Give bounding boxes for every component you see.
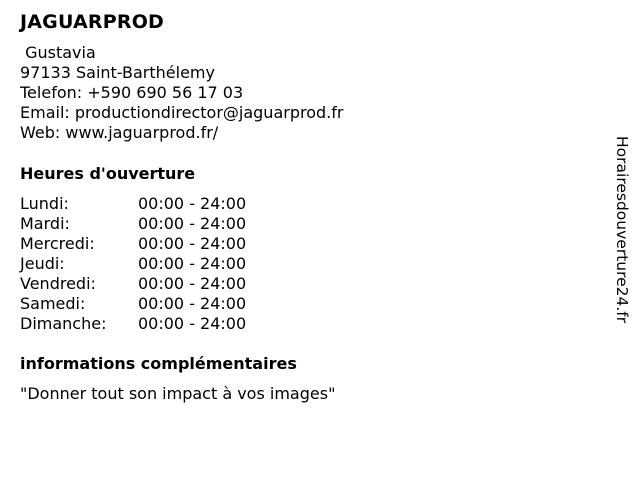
hours-heading: Heures d'ouverture <box>20 164 196 183</box>
web-text: Web: www.jaguarprod.fr/ <box>20 123 219 142</box>
hours-day: Vendredi: <box>20 274 96 293</box>
hours-time: 00:00 - 24:00 <box>138 254 247 273</box>
hours-day: Lundi: <box>20 194 69 213</box>
address-line-1: Gustavia <box>20 43 96 62</box>
hours-day: Mercredi: <box>20 234 95 253</box>
info-quote: "Donner tout son impact à vos images" <box>20 384 336 403</box>
info-heading: informations complémentaires <box>20 354 297 373</box>
email-text: Email: productiondirector@jaguarprod.fr <box>20 103 344 122</box>
hours-row-thursday <box>20 254 280 274</box>
address-line-2: 97133 Saint-Barthélemy <box>20 63 215 82</box>
hours-time: 00:00 - 24:00 <box>138 234 247 253</box>
hours-time: 00:00 - 24:00 <box>138 314 247 333</box>
hours-day: Jeudi: <box>20 254 65 273</box>
hours-time: 00:00 - 24:00 <box>138 274 247 293</box>
hours-day: Mardi: <box>20 214 70 233</box>
business-name: JAGUARPROD <box>20 11 165 33</box>
hours-row-saturday <box>20 294 280 314</box>
hours-row-friday <box>20 274 280 294</box>
hours-time: 00:00 - 24:00 <box>138 294 247 313</box>
hours-table <box>20 194 280 334</box>
hours-day: Samedi: <box>20 294 86 313</box>
hours-row-monday <box>20 194 280 214</box>
contact-block <box>20 43 343 143</box>
hours-time: 00:00 - 24:00 <box>138 194 247 213</box>
hours-row-sunday <box>20 314 280 334</box>
hours-day: Dimanche: <box>20 314 107 333</box>
site-watermark: Horairesdouverture24.fr <box>613 136 631 324</box>
hours-row-wednesday <box>20 234 280 254</box>
hours-row-tuesday <box>20 214 280 234</box>
hours-time: 00:00 - 24:00 <box>138 214 247 233</box>
phone-text: Telefon: +590 690 56 17 03 <box>20 83 244 102</box>
